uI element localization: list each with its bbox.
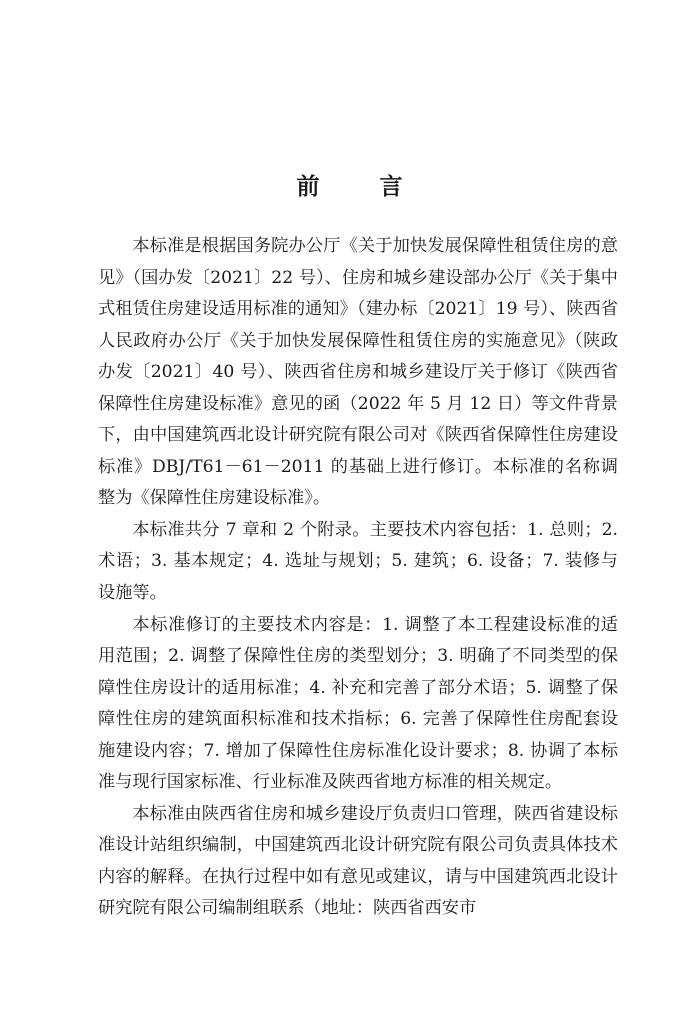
document-body xyxy=(98,231,618,925)
paragraph-structure: 本标准共分 7 章和 2 个附录。主要技术内容包括：1. 总则；2. 术语；3. 基本规定；4. 选址与规划；5. 建筑；6. 设备；7. 装修与设施等。 xyxy=(98,519,618,604)
page-title: 前 言 xyxy=(296,173,429,200)
paragraph-revisions: 本标准修订的主要技术内容是：1. 调整了本工程建设标准的适用范围；2. 调整了保障性住房的类型划分；3. 明确了不同类型的保障性住房设计的适用标准；4. 补充和完善了部分术语；5. 调整了保障性住房的建筑面积标准和技术指标；6. 完善了保障性住房配套设施建设内容；7. 增加了保障性住房标准化设计要求；8. 协调了本标准与现行国家标准、行业标准及陕西省地方标准的相关规定。 xyxy=(98,614,618,793)
paragraph-management: 本标准由陕西省住房和城乡建设厅负责归口管理，陕西省建设标准设计站组织编制，中国建筑西北设计研究院有限公司负责具体技术内容的解释。在执行过程中如有意见或建议，请与中国建筑西北设计研究院有限公司编制组联系（地址：陕西省西安市 xyxy=(98,803,618,919)
paragraph-background: 本标准是根据国务院办公厅《关于加快发展保障性租赁住房的意见》（国办发〔2021〕22 号）、住房和城乡建设部办公厅《关于集中式租赁住房建设适用标准的通知》（建办标〔2021〕19 号）、陕西省人民政府办公厅《关于加快发展保障性租赁住房的实施意见》（陕政办发〔2021〕40 号）、陕西省住房和城乡建设厅关于修订《陕西省保障性住房建设标准》意见的函（2022 年 5 月 12 日）等文件背景下，由中国建筑西北设计研究院有限公司对《陕西省保障性住房建设标准》DBJ/T61－61－2011 的基础上进行修订。本标准的名称调整为《保障性住房建设标准》。 xyxy=(98,236,618,509)
